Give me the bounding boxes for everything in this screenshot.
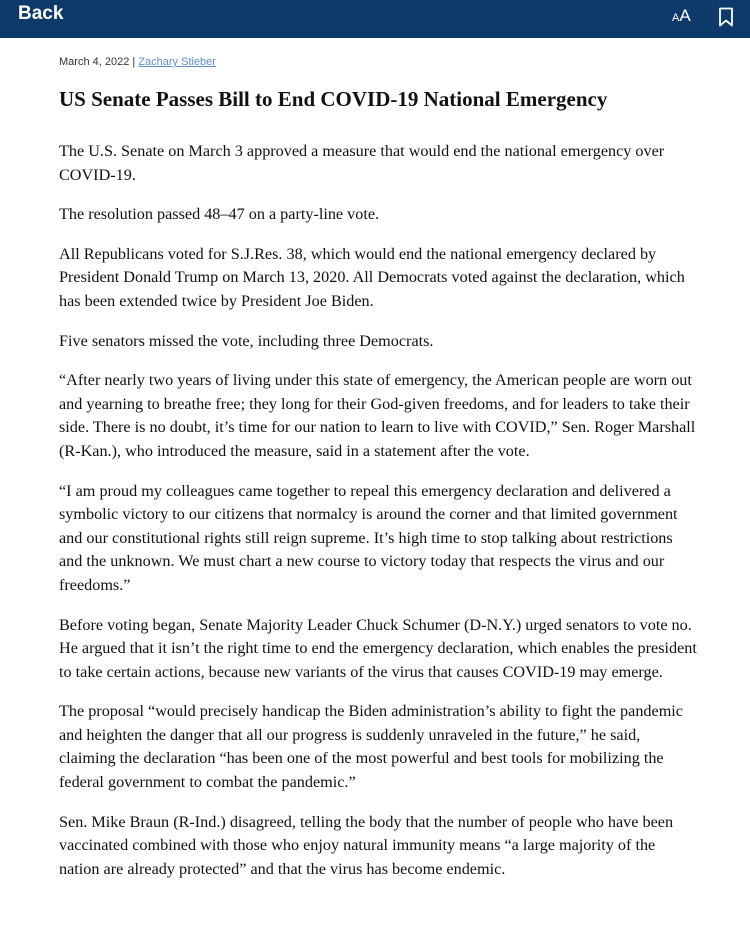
article-paragraph: All Republicans voted for S.J.Res. 38, which would end the national emergency declared by President Donald Trump on March 13, 2020. All Democrats voted against the declaration, which has been extended twice by President Joe Biden.: [59, 244, 685, 310]
article-meta: [59, 55, 699, 69]
article-paragraph: The proposal “would precisely handicap the Biden administration’s ability to fight the pandemic and heighten the danger that all our progress is suddenly unraveled in the future,” he said, claiming the declaration “has been one of the most powerful and best tools for mobilizing the federal government to combat the pandemic.”: [59, 702, 683, 792]
meta-separator: |: [129, 56, 139, 68]
article-paragraph: “After nearly two years of living under this state of emergency, the American people are worn out and yearning to breathe free; they long for their God-given freedoms, and for leaders to take their side. There is no doubt, it’s time for our nation to learn to live with COVID,” Sen. Roger Marshall (R-Kan.), who introduced the measure, said in a statement after the vote.: [59, 371, 696, 460]
article-paragraph: Five senators missed the vote, including three Democrats.: [59, 331, 434, 350]
bookmark-icon[interactable]: [718, 7, 734, 27]
article-paragraph: “I am proud my colleagues came together to repeal this emergency declaration and delivered a symbolic victory to our citizens that normalcy is around the corner and that limited government and our constitutional rights still reign supreme. It’s high time to stop talking about restrictions and the unknown. We must chart a new course to victory today that respects the virus and our freedoms.”: [59, 481, 678, 594]
article-paragraph: Before voting began, Senate Majority Leader Chuck Schumer (D-N.Y.) urged senators to vote no. He argued that it isn’t the right time to end the emergency declaration, which enables the president to take certain actions, because new variants of the virus that causes COVID-19 may emerge.: [59, 615, 697, 681]
article-body: [59, 140, 699, 881]
author-link[interactable]: Zachary Stieber: [138, 56, 216, 68]
article: [59, 38, 699, 897]
top-nav-bar: [0, 0, 750, 38]
article-paragraph: The resolution passed 48–47 on a party-line vote.: [59, 205, 380, 224]
text-size-small-icon: A: [672, 12, 680, 24]
back-button[interactable]: Back: [18, 3, 64, 24]
article-paragraph: The U.S. Senate on March 3 approved a measure that would end the national emergency over COVID-19.: [59, 142, 665, 184]
text-size-large-icon: A: [679, 6, 691, 25]
article-title: US Senate Passes Bill to End COVID-19 National Emergency: [59, 87, 608, 111]
article-date: March 4, 2022: [59, 56, 130, 68]
text-size-button[interactable]: [672, 6, 691, 28]
article-paragraph: Sen. Mike Braun (R-Ind.) disagreed, telling the body that the number of people who have been vaccinated combined with those who enjoy natural immunity means “a large majority of the nation are already protected” and that the virus has become endemic.: [59, 812, 674, 878]
